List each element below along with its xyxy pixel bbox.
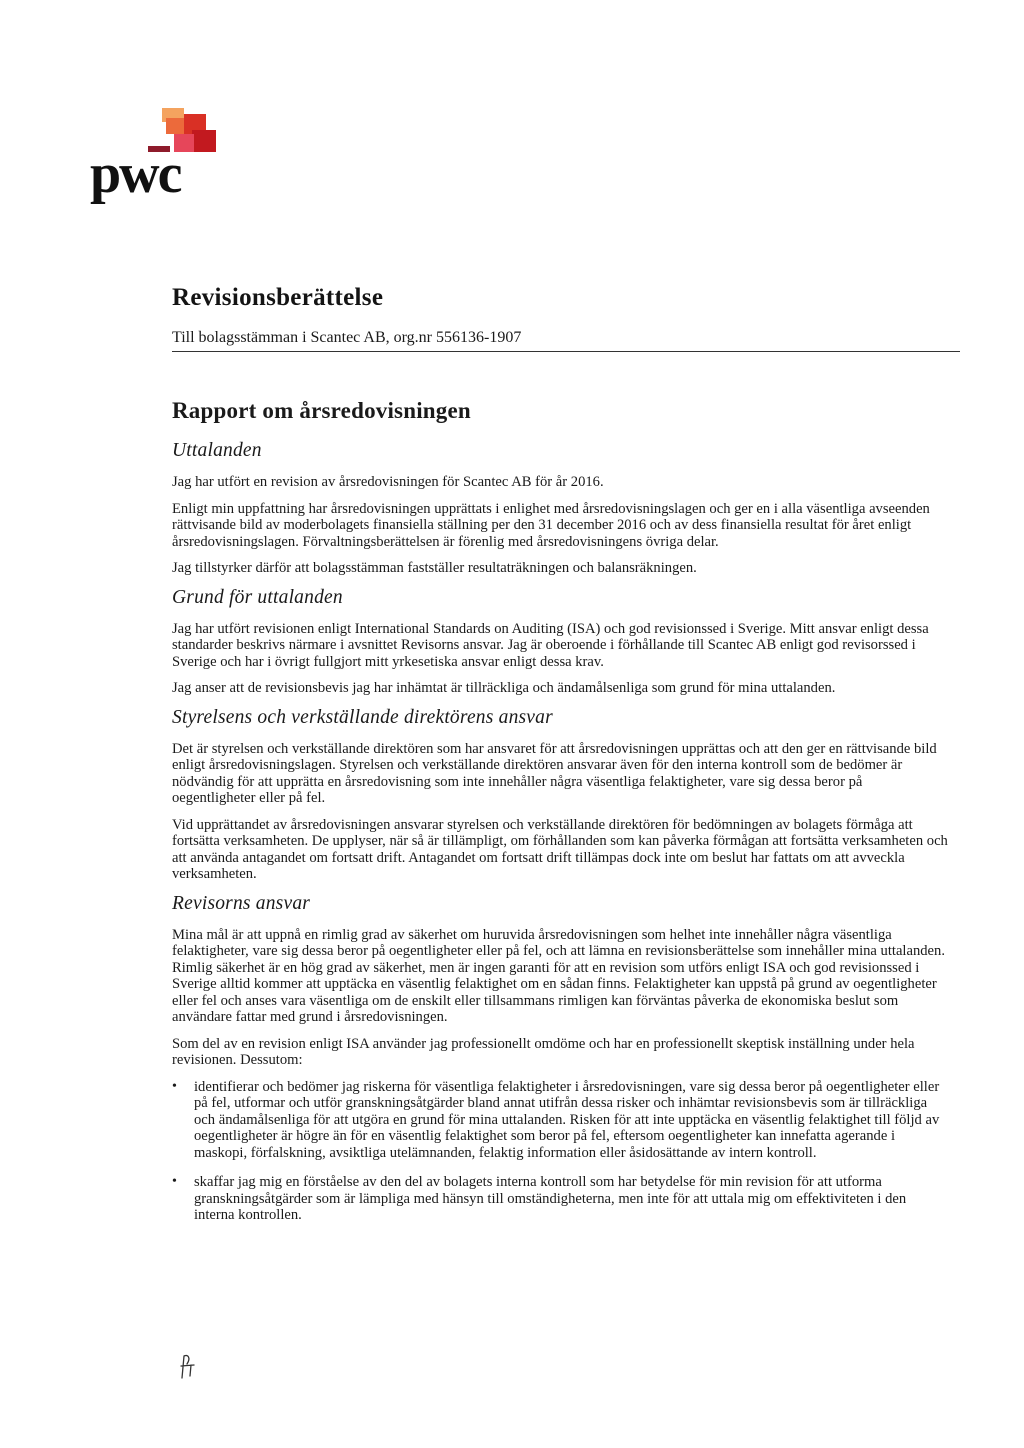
report-heading: Rapport om årsredovisningen (172, 398, 471, 423)
paragraph: Vid upprättandet av årsredovisningen ansvarar styrelsen och verkställande direktören för bedömningen av bolagets förmåga att fortsätta verksamheten. De upplyser, när så är tillämpligt, om förhållanden som kan påverka förmågan att fortsätta verksamheten och att använda antagandet om fortsatt drift. Antagandet om fortsatt drift tillämpas dock inte om beslut har fattats om att avveckla verksamheten. (172, 816, 948, 882)
section-heading-styrelsens: Styrelsens och verkställande direktörens ansvar (172, 706, 553, 728)
bullet-glyph: • (172, 1078, 177, 1094)
logo-block-darkred (192, 130, 216, 152)
logo-wordmark: pwc (90, 143, 181, 205)
list-item (172, 1079, 948, 1162)
section-heading-uttalanden: Uttalanden (172, 440, 262, 461)
paragraph: Mina mål är att uppnå en rimlig grad av säkerhet om huruvida årsredovisningen som helhet inte innehåller några väsentliga felaktigheter, vare sig dessa beror på oegentligheter eller på fel, och att lämna en revisionsberättelse som innehåller mina uttalanden. Rimlig säkerhet är en hög grad av säkerhet, men är ingen garanti för att en revision som utförs enligt ISA och god revisionssed i Sverige alltid kommer att upptäcka en väsentlig felaktighet om en sådan finns. Felaktigheter kan uppstå på grund av oegentligheter eller fel och anses vara väsentliga om de enskilt eller tillsammans rimligen kan förväntas påverka de ekonomiska beslut som användare fattar med grund i årsredovisningen. (172, 926, 945, 1025)
section-heading-revisorns: Revisorns ansvar (172, 892, 311, 914)
paragraph: Jag har utfört en revision av årsredovisningen för Scantec AB för år 2016. (172, 474, 604, 490)
bullet-glyph: • (172, 1174, 177, 1189)
handwritten-initials (178, 1352, 202, 1380)
paragraph: Det är styrelsen och verkställande direktören som har ansvaret för att årsredovisningen upprättas och att den ger en rättvisande bild enligt årsredovisningslagen. Styrelsen och verkställande direktören ansvarar även för den interna kontroll som de bedömer är nödvändig för att upprätta en årsredovisning som inte innehåller några väsentliga felaktigheter, vare sig dessa beror på oegentligheter eller på fel. (172, 740, 937, 806)
list-item-text: identifierar och bedömer jag riskerna för väsentliga felaktigheter i årsredovisningen, vare sig dessa beror på oegentligheter eller på fel, utformar och utför granskningsåtgärder bland annat utifrån dessa risker och inhämtar revisionsbevis som är tillräckliga och ändamålsenliga för att utgöra en grund för mina uttalanden. Risken för att inte upptäcka en väsentlig felaktighet till följd av oegentligheter är högre än för en väsentlig felaktighet som beror på fel, eftersom oegentligheter kan innefatta agerande i maskopi, förfalskning, avsiktliga utelämnanden, felaktig information eller åsidosättande av intern kontroll. (194, 1078, 940, 1161)
responsibility-list (172, 1079, 948, 1224)
report-body (172, 440, 948, 1237)
paragraph: Enligt min uppfattning har årsredovisningen upprättats i enlighet med årsredovisningslagen och ger en i alla väsentliga avseenden rättvisande bild av moderbolagets finansiella ställning per den 31 december 2016 och av dess finansiella resultat för året enligt årsredovisningslagen. Förvaltningsberättelsen är förenlig med årsredovisningens övriga delar. (172, 500, 930, 550)
section-heading-grund: Grund för uttalanden (172, 586, 343, 608)
title-divider (172, 351, 960, 352)
pwc-logo (88, 100, 238, 210)
paragraph: Som del av en revision enligt ISA använder jag professionellt omdöme och har en professionellt skeptisk inställning under hela revisionen. Dessutom: (172, 1035, 915, 1068)
list-item (172, 1174, 948, 1224)
paragraph: Jag tillstyrker därför att bolagsstämman fastställer resultaträkningen och balansräkningen. (172, 560, 697, 576)
addressee-line: Till bolagsstämman i Scantec AB, org.nr 556136-1907 (172, 329, 522, 346)
page-title: Revisionsberättelse (172, 284, 384, 311)
paragraph: Jag anser att de revisionsbevis jag har inhämtat är tillräckliga och ändamålsenliga som grund för mina uttalanden. (172, 680, 836, 696)
list-item-text: skaffar jag mig en förståelse av den del av bolagets interna kontroll som har betydelse för min revision för att utforma granskningsåtgärder som är lämpliga med hänsyn till omständigheterna, men inte för att uttala mig om effektiviteten i den interna kontrollen. (194, 1174, 907, 1223)
paragraph: Jag har utfört revisionen enligt International Standards on Auditing (ISA) och god revisionssed i Sverige. Mitt ansvar enligt dessa standarder beskrivs närmare i avsnittet Revisorns ansvar. Jag är oberoende i förhållande till Scantec AB enligt god revisorssed i Sverige och har i övrigt fullgjort mitt yrkesetiska ansvar enligt dessa krav. (172, 620, 929, 670)
